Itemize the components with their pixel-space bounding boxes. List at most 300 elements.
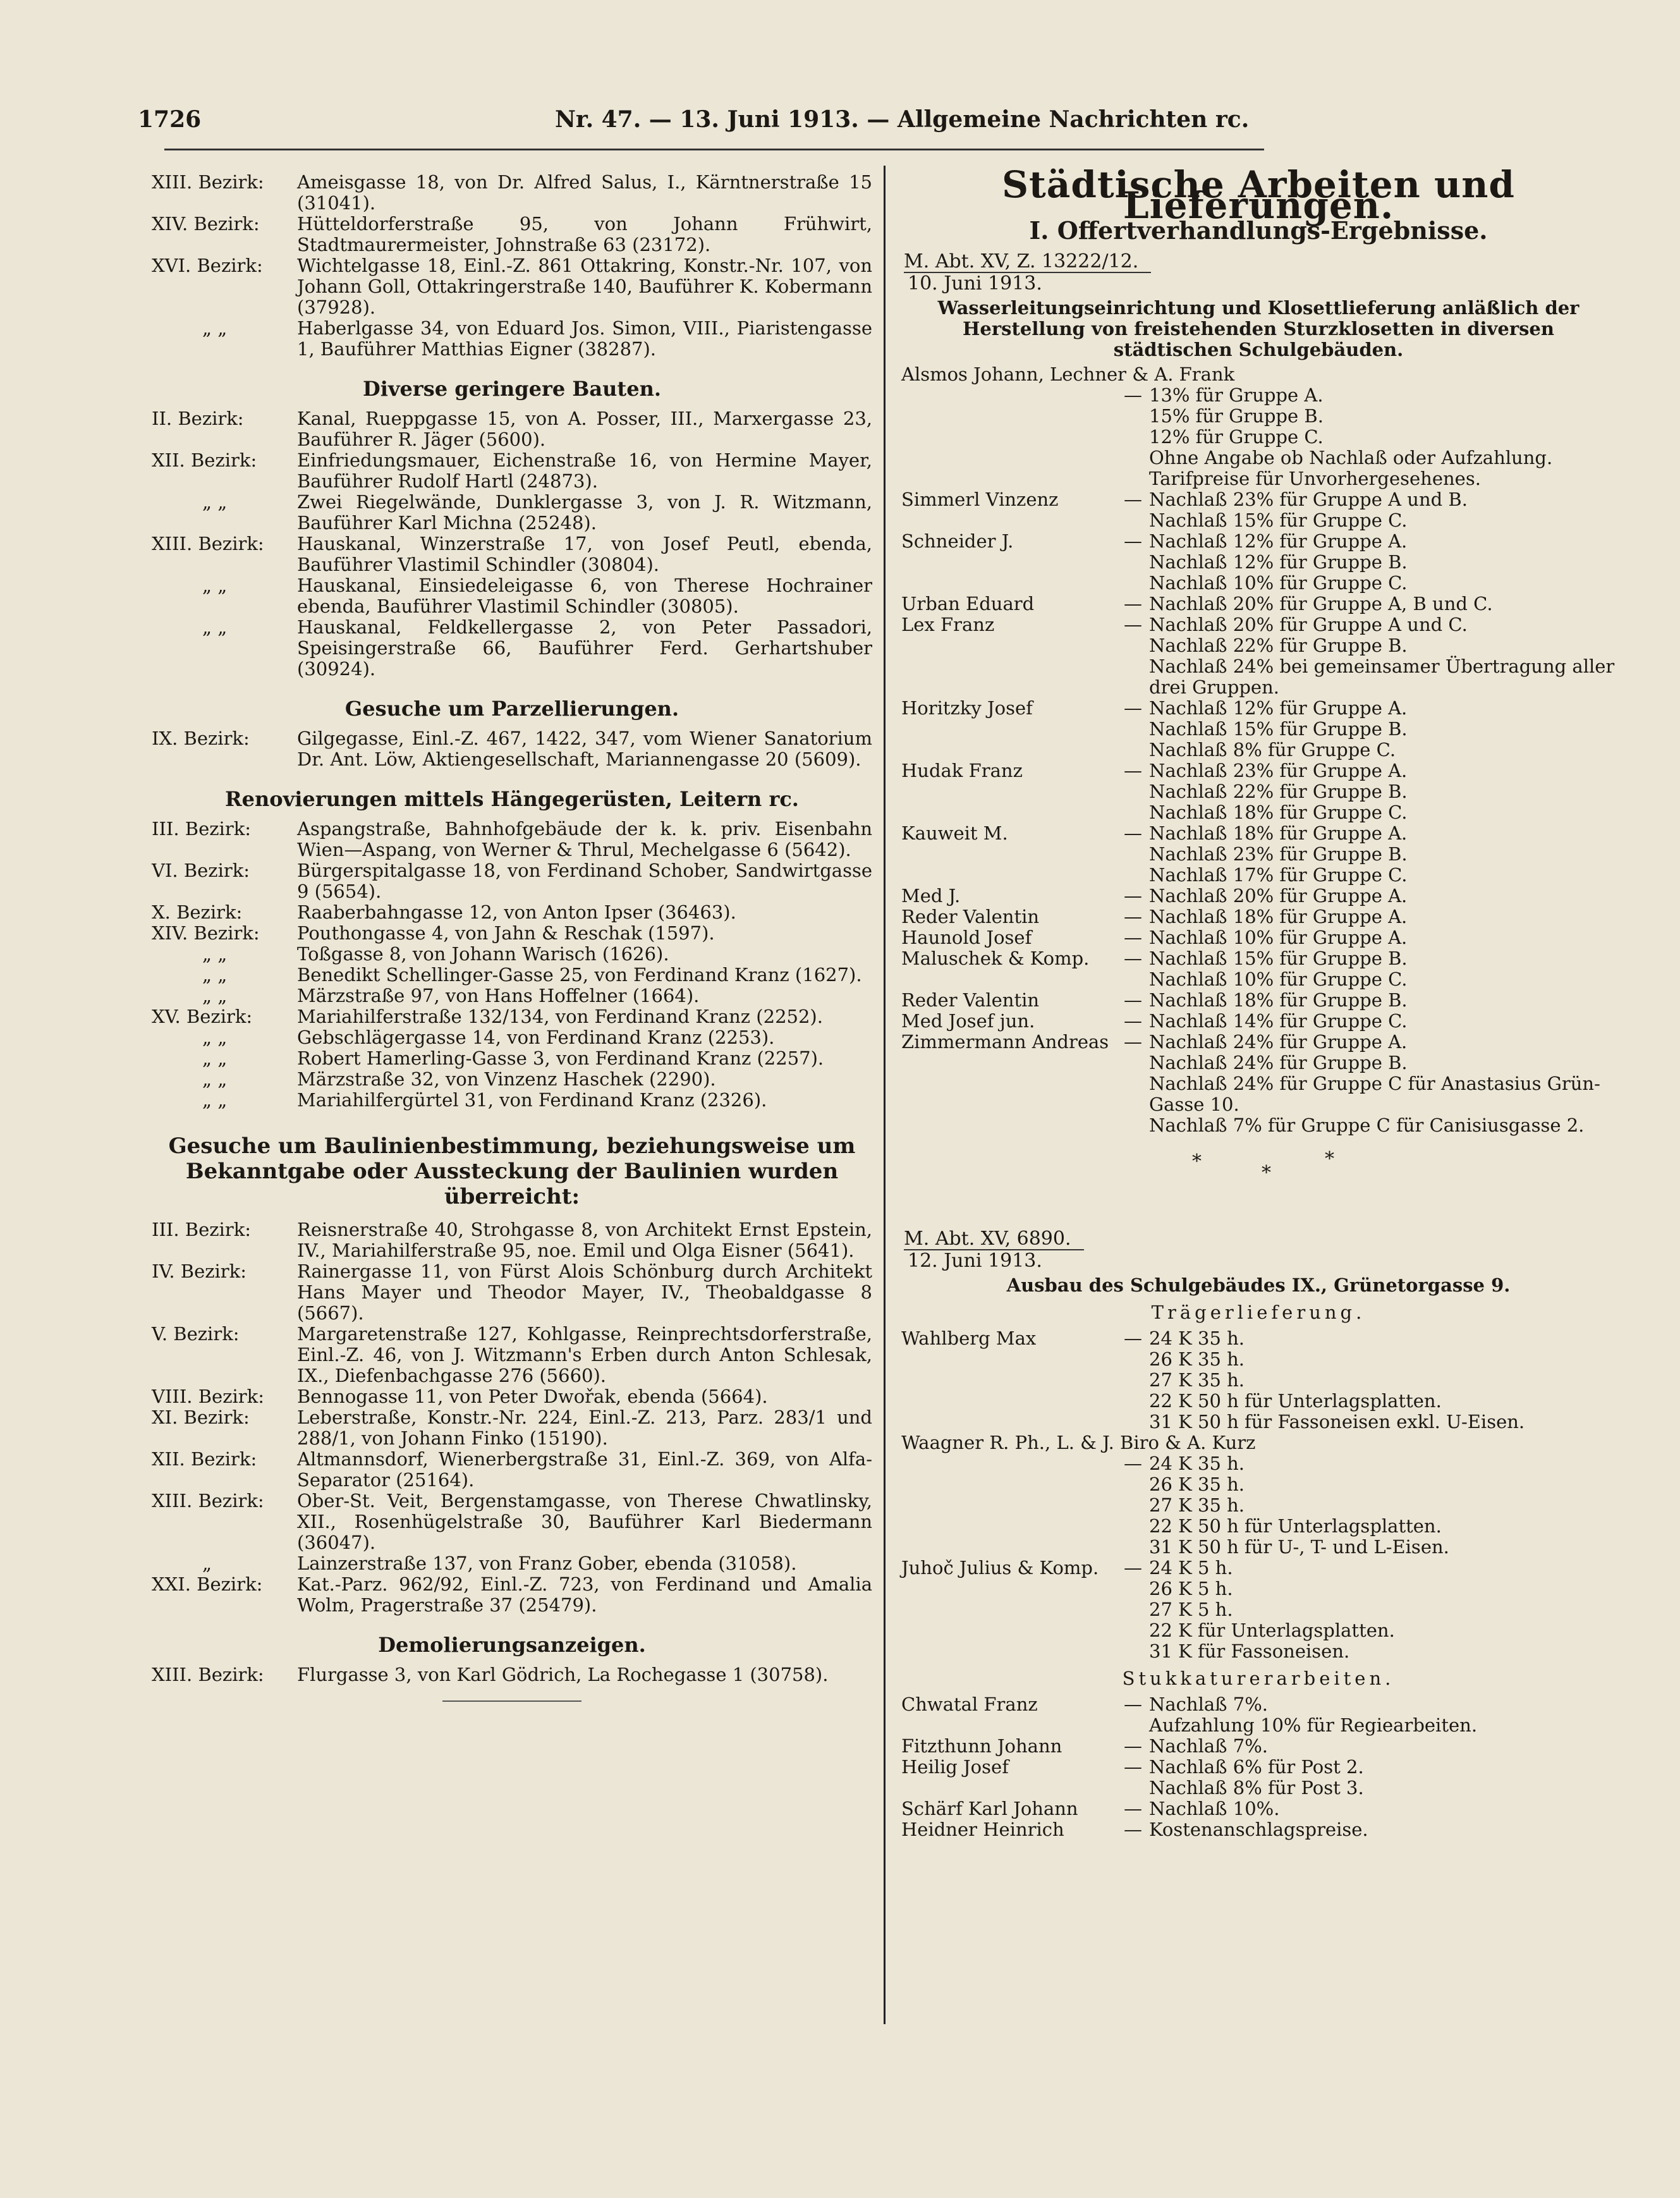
result-row [901, 594, 1616, 614]
result-row [901, 823, 1616, 844]
result-row [901, 844, 1616, 865]
result-row [901, 781, 1616, 802]
tender-topic: Wasserleitungseinrichtung und Klosettlieferung anläßlich der Herstellung von freistehenden Sturzklosetten in diversen städtischen Schulgebäuden. [937, 297, 1580, 360]
district-label: XI. Bezirk: [152, 1407, 250, 1428]
bid-value: Nachlaß 23% für Gruppe A und B. [1149, 489, 1468, 510]
entry-text: Kat.-Parz. 962/92, Einl.-Z. 723, von Ferdinand und Amalia Wolm, Pragerstraße 37 (25479). [297, 1573, 872, 1616]
bid-value: Nachlaß 24% für Gruppe C für Anastasius Grün- [1149, 1073, 1600, 1094]
register-entry [152, 860, 872, 902]
tender-topic: Ausbau des Schulgebäudes IX., Grünetorgasse 9. [1006, 1274, 1511, 1296]
result-row [901, 1073, 1616, 1094]
dash [1124, 573, 1149, 594]
result-row [901, 886, 1616, 907]
register-entry [152, 1219, 872, 1261]
bid-value: Nachlaß 14% für Gruppe C. [1149, 1010, 1408, 1032]
register-entry [152, 214, 872, 255]
dash: — [1124, 1453, 1142, 1474]
bid-value: Nachlaß 24% für Gruppe A. [1149, 1031, 1408, 1053]
bidder-name: Chwatal Franz [901, 1694, 1038, 1715]
entry-text: Gilgegasse, Einl.-Z. 467, 1422, 347, vom Wiener Sanatorium Dr. Ant. Löw, Aktiengesellschaft, Mariannengasse 20 (5609). [297, 728, 872, 770]
bidder-name: Zimmermann Andreas [901, 1031, 1109, 1053]
dash: — [1124, 885, 1142, 907]
dash [1124, 1474, 1149, 1495]
register-entry [152, 1261, 872, 1324]
section-heading: Gesuche um Baulinienbestimmung, beziehungsweise um Bekanntgabe oder Aussteckung der Baulinien wurden überreicht: [168, 1133, 856, 1209]
result-row [901, 1757, 1616, 1778]
dash: — [1124, 1694, 1142, 1715]
bid-value: Nachlaß 6% für Post 2. [1149, 1756, 1364, 1778]
bid-value: 27 K 5 h. [1149, 1599, 1233, 1620]
dash: — [1124, 593, 1142, 614]
result-row [901, 1558, 1616, 1578]
result-row [901, 448, 1616, 468]
bidder-name [901, 969, 1124, 990]
register-entry [152, 1048, 872, 1069]
result-row [901, 760, 1616, 781]
dash [1124, 1516, 1149, 1537]
bidder-name [901, 448, 1124, 468]
dash [1124, 406, 1149, 427]
bidder-name [901, 1412, 1124, 1432]
district-label: III. Bezirk: [152, 818, 252, 840]
bidder-name [901, 844, 1124, 865]
bidder-name [901, 1370, 1124, 1391]
result-row [901, 1474, 1616, 1495]
bid-value: Nachlaß 18% für Gruppe C. [1149, 802, 1408, 823]
result-row [901, 552, 1616, 573]
entry-text: Flurgasse 3, von Karl Gödrich, La Rochegasse 1 (30758). [297, 1664, 829, 1685]
entry-text: Altmannsdorf, Wienerbergstraße 31, Einl.-Z. 369, von Alfa-Separator (25164). [297, 1448, 872, 1491]
bid-value: 24 K 5 h. [1149, 1557, 1233, 1578]
bid-value: 26 K 35 h. [1149, 1474, 1245, 1495]
district-label: XIV. Bezirk: [152, 922, 260, 944]
district-label: XIV. Bezirk: [152, 213, 260, 235]
bidder-name: Urban Eduard [901, 593, 1035, 614]
bidder-name: Schneider J. [901, 530, 1014, 552]
result-row [901, 1349, 1616, 1370]
bid-value: Nachlaß 8% für Post 3. [1149, 1777, 1364, 1798]
result-row [901, 468, 1616, 489]
result-row [901, 489, 1616, 510]
district-label: „ „ [202, 575, 228, 596]
date: 10. Juni 1913. [908, 272, 1042, 295]
left-column [152, 172, 872, 1702]
right-column [901, 163, 1616, 1840]
dash [1124, 1778, 1149, 1798]
result-row [901, 865, 1616, 886]
register-entry [152, 1006, 872, 1027]
dash [1124, 552, 1149, 573]
entry-text: Gebschlägergasse 14, von Ferdinand Kranz (2253). [297, 1027, 775, 1048]
district-label: „ „ [202, 491, 228, 513]
result-row [901, 1115, 1616, 1136]
bidder-name [901, 802, 1124, 823]
result-row [901, 1011, 1616, 1032]
district-label: X. Bezirk: [152, 901, 243, 923]
bidder-name [901, 552, 1124, 573]
result-row [901, 1537, 1616, 1558]
district-label: XIII. Bezirk: [152, 1664, 264, 1685]
dash [1124, 740, 1149, 760]
dash [1124, 1641, 1149, 1662]
bidder-name [901, 1349, 1124, 1370]
district-label: XIII. Bezirk: [152, 1490, 264, 1511]
result-row [901, 698, 1616, 719]
district-label: XVI. Bezirk: [152, 255, 263, 276]
bid-value: Nachlaß 18% für Gruppe A. [1149, 822, 1408, 844]
entry-text: Haberlgasse 34, von Eduard Jos. Simon, VIII., Piaristengasse 1, Bauführer Matthias Eigner (38287). [297, 317, 872, 360]
bidder-name: Reder Valentin [901, 906, 1040, 927]
district-label: „ „ [202, 616, 228, 638]
entry-text: Hauskanal, Einsiedeleigasse 6, von Therese Hochrainer ebenda, Bauführer Vlastimil Schindler (30805). [297, 575, 872, 617]
result-row [901, 531, 1616, 552]
entry-text: Märzstraße 32, von Vinzenz Haschek (2290). [297, 1068, 716, 1090]
section-heading: Demolierungsanzeigen. [378, 1633, 646, 1657]
district-label: V. Bezirk: [152, 1323, 240, 1345]
bidder-name: Med J. [901, 885, 961, 907]
bid-value: Kostenanschlagspreise. [1149, 1819, 1368, 1840]
entry-text: Hauskanal, Feldkellergasse 2, von Peter Passadori, Speisingerstraße 66, Bauführer Ferd. Gerhartshuber (30924). [297, 616, 872, 680]
register-entry [152, 986, 872, 1006]
result-row [901, 1370, 1616, 1391]
bid-value: Nachlaß 10% für Gruppe C. [1149, 968, 1408, 990]
bid-value: 22 K 50 h für Unterlagsplatten. [1149, 1390, 1442, 1412]
result-row [901, 1694, 1616, 1715]
district-label: III. Bezirk: [152, 1219, 252, 1240]
district-label: „ „ [202, 1068, 228, 1090]
bid-value: Nachlaß 20% für Gruppe A. [1149, 885, 1408, 907]
dash: — [1124, 1819, 1142, 1840]
result-row [901, 1053, 1616, 1073]
bidder-name [901, 635, 1124, 656]
bid-value: Nachlaß 7%. [1149, 1735, 1268, 1757]
register-entry [152, 318, 872, 360]
district-label: XIII. Bezirk: [152, 171, 264, 193]
entry-text: Mariahilfergürtel 31, von Ferdinand Kranz (2326). [297, 1089, 767, 1111]
entry-text: Zwei Riegelwände, Dunklergasse 3, von J. R. Witzmann, Bauführer Karl Michna (25248). [297, 491, 872, 534]
result-row [901, 385, 1616, 406]
entry-text: Reisnerstraße 40, Strohgasse 8, von Architekt Ernst Epstein, IV., Mariahilferstraße 95, noe. Emil und Olga Eisner (5641). [297, 1219, 872, 1261]
bid-value: drei Gruppen. [1149, 676, 1279, 698]
bid-value: 13% für Gruppe A. [1149, 384, 1324, 406]
register-entry [152, 1324, 872, 1386]
bidder-name [901, 1474, 1124, 1495]
entry-text: Margaretenstraße 127, Kohlgasse, Reinprechtsdorferstraße, Einl.-Z. 46, von J. Witzmann's Erben durch Anton Schlesak, IX., Diefenbachgasse 276 (5660). [297, 1323, 872, 1386]
entry-text: Raaberbahngasse 12, von Anton Ipser (36463). [297, 901, 736, 923]
result-row [901, 1032, 1616, 1053]
district-label: „ „ [202, 1047, 228, 1069]
register-entry [152, 944, 872, 965]
dash: — [1124, 697, 1142, 719]
district-label: XII. Bezirk: [152, 449, 257, 471]
dash [1124, 656, 1149, 677]
bidder-name [901, 1715, 1124, 1736]
bid-value: 26 K 35 h. [1149, 1348, 1245, 1370]
register-entry [152, 965, 872, 986]
dash: — [1124, 948, 1142, 969]
bid-value: Nachlaß 8% für Gruppe C. [1149, 739, 1396, 760]
result-row [901, 635, 1616, 656]
register-entry [152, 1664, 872, 1685]
result-row [901, 1094, 1616, 1115]
dash: — [1124, 1031, 1142, 1053]
register-entry [152, 728, 872, 770]
result-row [901, 1391, 1616, 1412]
result-row [901, 427, 1616, 448]
dash: — [1124, 906, 1142, 927]
dash [1124, 468, 1149, 489]
entry-text: Lainzerstraße 137, von Franz Gober, ebenda (31058). [297, 1553, 797, 1574]
district-label: XV. Bezirk: [152, 1006, 253, 1027]
bid-value: Nachlaß 10% für Gruppe A. [1149, 927, 1408, 948]
reference-number: M. Abt. XV, 6890. [901, 1228, 1616, 1250]
entry-text: Märzstraße 97, von Hans Hoffelner (1664). [297, 985, 700, 1006]
bidder-name [901, 677, 1124, 698]
bidder-name [901, 781, 1124, 802]
bidder-name [901, 1391, 1124, 1412]
district-label: „ „ [202, 317, 228, 339]
bid-value: Nachlaß 15% für Gruppe B. [1149, 718, 1408, 740]
dash [1124, 427, 1149, 448]
entry-text: Benedikt Schellinger-Gasse 25, von Ferdinand Kranz (1627). [297, 964, 862, 986]
dash [1124, 1370, 1149, 1391]
dash [1124, 1412, 1149, 1432]
dash [1124, 1349, 1149, 1370]
result-row [901, 1736, 1616, 1757]
bid-value: Gasse 10. [1149, 1094, 1239, 1115]
subsection-heading: Stukkaturerarbeiten. [1122, 1668, 1395, 1689]
result-row [901, 1620, 1616, 1641]
bidder-name: Hudak Franz [901, 760, 1023, 781]
reference-number: M. Abt. XV, Z. 13222/12. [901, 251, 1616, 273]
dash [1124, 1578, 1149, 1599]
section-title: Städtische Arbeiten und Lieferungen. [1002, 163, 1515, 227]
entry-text: Robert Hamerling-Gasse 3, von Ferdinand Kranz (2257). [297, 1047, 824, 1069]
entry-text: Wichtelgasse 18, Einl.-Z. 861 Ottakring, Konstr.-Nr. 107, von Johann Goll, Ottakringerstraße 140, Bauführer K. Kobermann (37928). [297, 255, 872, 318]
district-label: „ „ [202, 985, 228, 1006]
district-label: „ [202, 1553, 212, 1574]
bidder-name: Maluschek & Komp. [901, 948, 1090, 969]
result-row [901, 677, 1616, 698]
bidder-row: Alsmos Johann, Lechner & A. Frank [901, 363, 1235, 385]
bidder-name [901, 510, 1124, 531]
register-entry [152, 1386, 872, 1407]
register-entry [152, 1491, 872, 1553]
results-list [901, 385, 1616, 1136]
bidder-name [901, 1537, 1124, 1558]
result-row [901, 1412, 1616, 1432]
dash [1124, 865, 1149, 886]
result-row [901, 948, 1616, 969]
dash [1124, 844, 1149, 865]
section-heading: Gesuche um Parzellierungen. [344, 697, 679, 721]
bidder-name [901, 740, 1124, 760]
bidder-name: Heilig Josef [901, 1756, 1009, 1778]
bid-value: Nachlaß 22% für Gruppe B. [1149, 635, 1408, 656]
bidder-name: Kauweit M. [901, 822, 1008, 844]
bidder-name [901, 427, 1124, 448]
dash [1124, 969, 1149, 990]
section-subtitle: I. Offertverhandlungs-Ergebnisse. [1029, 216, 1488, 245]
entry-text: Bennogasse 11, von Peter Dwořak, ebenda (5664). [297, 1386, 768, 1407]
end-rule [442, 1700, 581, 1702]
district-label: IX. Bezirk: [152, 728, 250, 749]
register-entry [152, 617, 872, 680]
bid-value: Nachlaß 20% für Gruppe A und C. [1149, 614, 1468, 635]
bid-value: Nachlaß 24% für Gruppe B. [1149, 1052, 1408, 1073]
result-row [901, 719, 1616, 740]
bid-value: Nachlaß 12% für Gruppe A. [1149, 530, 1408, 552]
result-row [901, 927, 1616, 948]
bidder-name: Haunold Josef [901, 927, 1032, 948]
result-row [901, 907, 1616, 927]
dash [1124, 1599, 1149, 1620]
bidder-name: Wahlberg Max [901, 1328, 1037, 1349]
bidder-name [901, 1578, 1124, 1599]
running-title: Nr. 47. — 13. Juni 1913. — Allgemeine Nachrichten rc. [555, 106, 1250, 133]
bidder-name [901, 1599, 1124, 1620]
dash [1124, 1715, 1149, 1736]
bidder-name: Simmerl Vinzenz [901, 489, 1059, 510]
bid-value: 31 K für Fassoneisen. [1149, 1640, 1350, 1662]
dash [1124, 1495, 1149, 1516]
section-heading: Diverse geringere Bauten. [363, 377, 661, 401]
bid-value: 27 K 35 h. [1149, 1494, 1245, 1516]
result-row [901, 1578, 1616, 1599]
bidder-name: Reder Valentin [901, 989, 1040, 1011]
district-label: XII. Bezirk: [152, 1448, 257, 1470]
result-row [901, 802, 1616, 823]
bid-value: Nachlaß 15% für Gruppe B. [1149, 948, 1408, 969]
subsection-heading: Trägerlieferung. [1151, 1302, 1366, 1323]
dash: — [1124, 822, 1142, 844]
results-list [901, 1328, 1616, 1662]
bid-value: Nachlaß 10% für Gruppe C. [1149, 572, 1408, 594]
column-divider [884, 166, 886, 2024]
register-entry [152, 1449, 872, 1491]
district-label: XXI. Bezirk: [152, 1573, 263, 1595]
bidder-name: Juhoč Julius & Komp. [901, 1557, 1099, 1578]
bid-value: Nachlaß 20% für Gruppe A, B und C. [1149, 593, 1493, 614]
district-label: VI. Bezirk: [152, 860, 250, 881]
bid-value: Nachlaß 23% für Gruppe B. [1149, 843, 1408, 865]
dash [1124, 1620, 1149, 1641]
bidder-name [901, 1620, 1124, 1641]
bid-value: Nachlaß 10%. [1149, 1798, 1280, 1819]
register-entry [152, 172, 872, 214]
dash: — [1124, 989, 1142, 1011]
entry-text: Hauskanal, Winzerstraße 17, von Josef Peutl, ebenda, Bauführer Vlastimil Schindler (30804). [297, 533, 872, 575]
bid-value: 24 K 35 h. [1149, 1328, 1245, 1349]
bidder-name [901, 1778, 1124, 1798]
dash [1124, 1391, 1149, 1412]
results-list [901, 1694, 1616, 1840]
result-row [901, 1516, 1616, 1537]
dash [1124, 1094, 1149, 1115]
dash: — [1124, 530, 1142, 552]
district-label: VIII. Bezirk: [152, 1386, 264, 1407]
bidder-name: Horitzky Josef [901, 697, 1033, 719]
dash: — [1124, 1328, 1142, 1349]
district-label: „ „ [202, 1089, 228, 1111]
bid-value: 22 K 50 h für Unterlagsplatten. [1149, 1515, 1442, 1537]
bid-value: Nachlaß 23% für Gruppe A. [1149, 760, 1408, 781]
dash: — [1124, 384, 1142, 406]
register-entry [152, 575, 872, 617]
dash [1124, 1537, 1149, 1558]
register-entry [152, 450, 872, 492]
result-row [901, 614, 1616, 635]
result-row [901, 406, 1616, 427]
district-label: „ „ [202, 1027, 228, 1048]
register-entry [152, 1069, 872, 1090]
bidder-name: Schärf Karl Johann [901, 1798, 1078, 1819]
dash: — [1124, 614, 1142, 635]
result-row [901, 969, 1616, 990]
dash: — [1124, 1798, 1142, 1819]
bid-value: Nachlaß 22% für Gruppe B. [1149, 781, 1408, 802]
result-row [901, 1798, 1616, 1819]
result-row [901, 1715, 1616, 1736]
bid-value: 26 K 5 h. [1149, 1578, 1233, 1599]
dash: — [1124, 489, 1142, 510]
entry-text: Ober-St. Veit, Bergenstamgasse, von Therese Chwatlinsky, XII., Rosenhügelstraße 30, Bauführer Karl Biedermann (36047). [297, 1490, 872, 1553]
bidder-name [901, 468, 1124, 489]
bidder-name: Heidner Heinrich [901, 1819, 1064, 1840]
dash [1124, 448, 1149, 468]
bidder-name: Fitzthunn Johann [901, 1735, 1062, 1757]
entry-text: Pouthongasse 4, von Jahn & Reschak (1597). [297, 922, 715, 944]
dash: — [1124, 927, 1142, 948]
entry-text: Einfriedungsmauer, Eichenstraße 16, von Hermine Mayer, Bauführer Rudolf Hartl (24873). [297, 449, 872, 492]
register-entry [152, 255, 872, 318]
entry-text: Kanal, Rueppgasse 15, von A. Posser, III., Marxergasse 23, Bauführer R. Jäger (5600). [297, 408, 872, 450]
register-entry [152, 1407, 872, 1449]
dash [1124, 1053, 1149, 1073]
bidder-name [901, 1094, 1124, 1115]
entry-text: Bürgerspitalgasse 18, von Ferdinand Schober, Sandwirtgasse 9 (5654). [297, 860, 872, 902]
entry-text: Toßgasse 8, von Johann Warisch (1626). [297, 943, 669, 965]
district-label: XIII. Bezirk: [152, 533, 264, 554]
entry-text: Mariahilferstraße 132/134, von Ferdinand Kranz (2252). [297, 1006, 823, 1027]
bid-value: Tarifpreise für Unvorhergesehenes. [1149, 468, 1481, 489]
bid-value: 27 K 35 h. [1149, 1369, 1245, 1391]
dash [1124, 781, 1149, 802]
result-row [901, 573, 1616, 594]
register-entry [152, 902, 872, 923]
dash [1124, 719, 1149, 740]
result-row [901, 1495, 1616, 1516]
bidder-name [901, 1495, 1124, 1516]
bid-value: 22 K für Unterlagsplatten. [1149, 1620, 1395, 1641]
result-row [901, 510, 1616, 531]
bid-value: Aufzahlung 10% für Regiearbeiten. [1149, 1714, 1478, 1736]
register-entry [152, 1027, 872, 1048]
dash [1124, 1115, 1149, 1136]
register-entry [152, 1090, 872, 1111]
district-label: II. Bezirk: [152, 408, 244, 429]
dash: — [1124, 1557, 1142, 1578]
result-row [901, 656, 1616, 677]
entry-text: Ameisgasse 18, von Dr. Alfred Salus, I., Kärntnerstraße 15 (31041). [297, 171, 872, 214]
register-entry [152, 819, 872, 860]
section-heading: Renovierungen mittels Hängegerüsten, Leitern rc. [225, 787, 799, 811]
result-row [901, 1641, 1616, 1662]
bid-value: Ohne Angabe ob Nachlaß oder Aufzahlung. [1149, 447, 1553, 468]
result-row [901, 1432, 1616, 1453]
bidder-name: Med Josef jun. [901, 1010, 1035, 1032]
register-entry [152, 534, 872, 575]
